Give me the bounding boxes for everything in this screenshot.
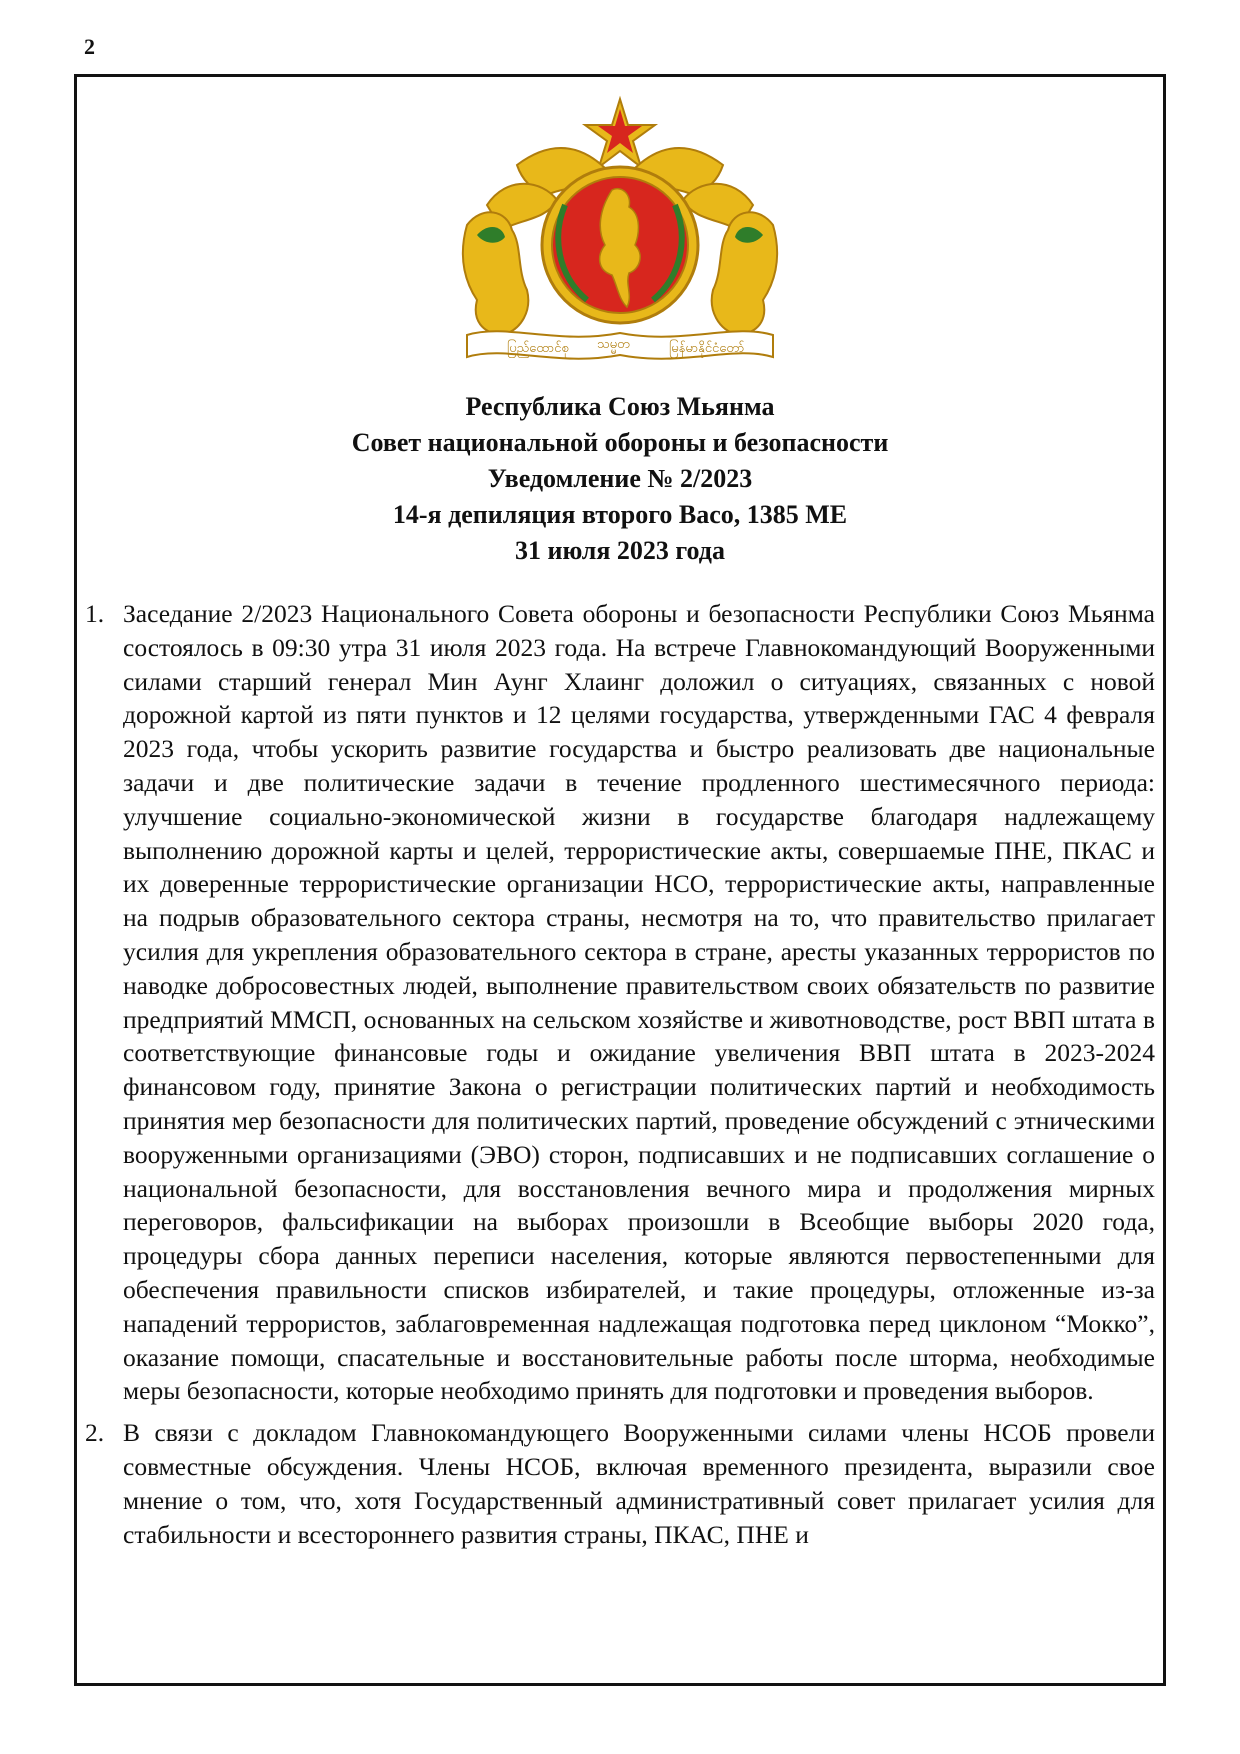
left-lion-icon <box>463 212 528 335</box>
document-frame <box>74 74 1166 1686</box>
state-seal-emblem <box>447 95 793 378</box>
heading-country: Республика Союз Мьянма <box>465 392 775 421</box>
list-item <box>85 1416 1155 1551</box>
paragraph-text: Заседание 2/2023 Национального Совета обороны и безопасности Республики Союз Мьянма состоялось в 09:30 утра 31 июля 2023 года. На встрече Главнокомандующий Вооруженными силами старший генерал Мин Аунг Хлаинг доложил о ситуациях, связанных с новой дорожной картой из пяти пунктов и 12 целями государства, утвержденными ГАС 4 февраля 2023 года, чтобы ускорить развитие государства и быстро реализовать две национальные задачи и две политические задачи в течение продленного шестимесячного периода: улучшение социально-экономической жизни в государстве благодаря надлежащему выполнению дорожной карты и целей, террористические акты, совершаемые ПНЕ, ПКАС и их доверенные террористические организации НСО, террористические акты, направленные на подрыв образовательного сектора страны, несмотря на то, что правительство прилагает усилия для укрепления образовательного сектора в стране, аресты указанных террористов по наводке добросовестных людей, выполнение правительством своих обязательств по развитие предприятий ММСП, основанных на сельском хозяйстве и животноводстве, рост ВВП штата в соответствующие финансовые годы и ожидание увеличения ВВП штата в 2023-2024 финансовом году, принятие Закона о регистрации политических партий и необходимость принятия мер безопасности для политических партий, проведение обсуждений с этническими вооруженными организациями (ЭВО) сторон, подписавших и не подписавших соглашение о национальной безопасности, для восстановления вечного мира и продолжения мирных переговоров, фальсификации на выборах произошли в Всеобщие выборы 2020 года, процедуры сбора данных переписи населения, которые являются первостепенными для обеспечения правильности списков избирателей, и такие процедуры, отложенные из-за нападений террористов, заблаговременная надлежащая подготовка перед циклоном “Мокко”, оказание помощи, спасательные и восстановительные работы после шторма, необходимые меры безопасности, которые необходимо принять для подготовки и проведения выборов. <box>123 599 1155 1406</box>
paragraph-number: 2. <box>85 1418 105 1448</box>
document-heading <box>77 389 1163 569</box>
emblem-scroll-center: သမ္မတ <box>597 337 630 352</box>
right-lion-icon <box>712 212 777 335</box>
heading-council: Совет национальной обороны и безопасности <box>351 428 889 457</box>
heading-date: 31 июля 2023 года <box>515 536 725 565</box>
paragraph-text: В связи с докладом Главнокомандующего Вооруженными силами члены НСОБ провели совместные обсуждения. Члены НСОБ, включая временного президента, выразили свое мнение о том, что, хотя Государственный административный совет прилагает усилия для стабильности и всестороннего развития страны, ПКАС, ПНЕ и <box>123 1418 1155 1549</box>
paragraph-number: 1. <box>85 599 105 628</box>
heading-myanmar-date: 14-я депиляция второго Васо, 1385 ME <box>392 500 848 529</box>
emblem-scroll-left: ပြည်ထောင်စု <box>507 341 569 356</box>
list-item <box>85 597 1155 1408</box>
emblem-scroll-right: မြန်မာနိုင်ငံတော် <box>669 341 745 356</box>
page-number: 2 <box>84 34 95 59</box>
numbered-paragraphs <box>85 597 1155 1559</box>
heading-notification-number: Уведомление № 2/2023 <box>487 464 753 493</box>
